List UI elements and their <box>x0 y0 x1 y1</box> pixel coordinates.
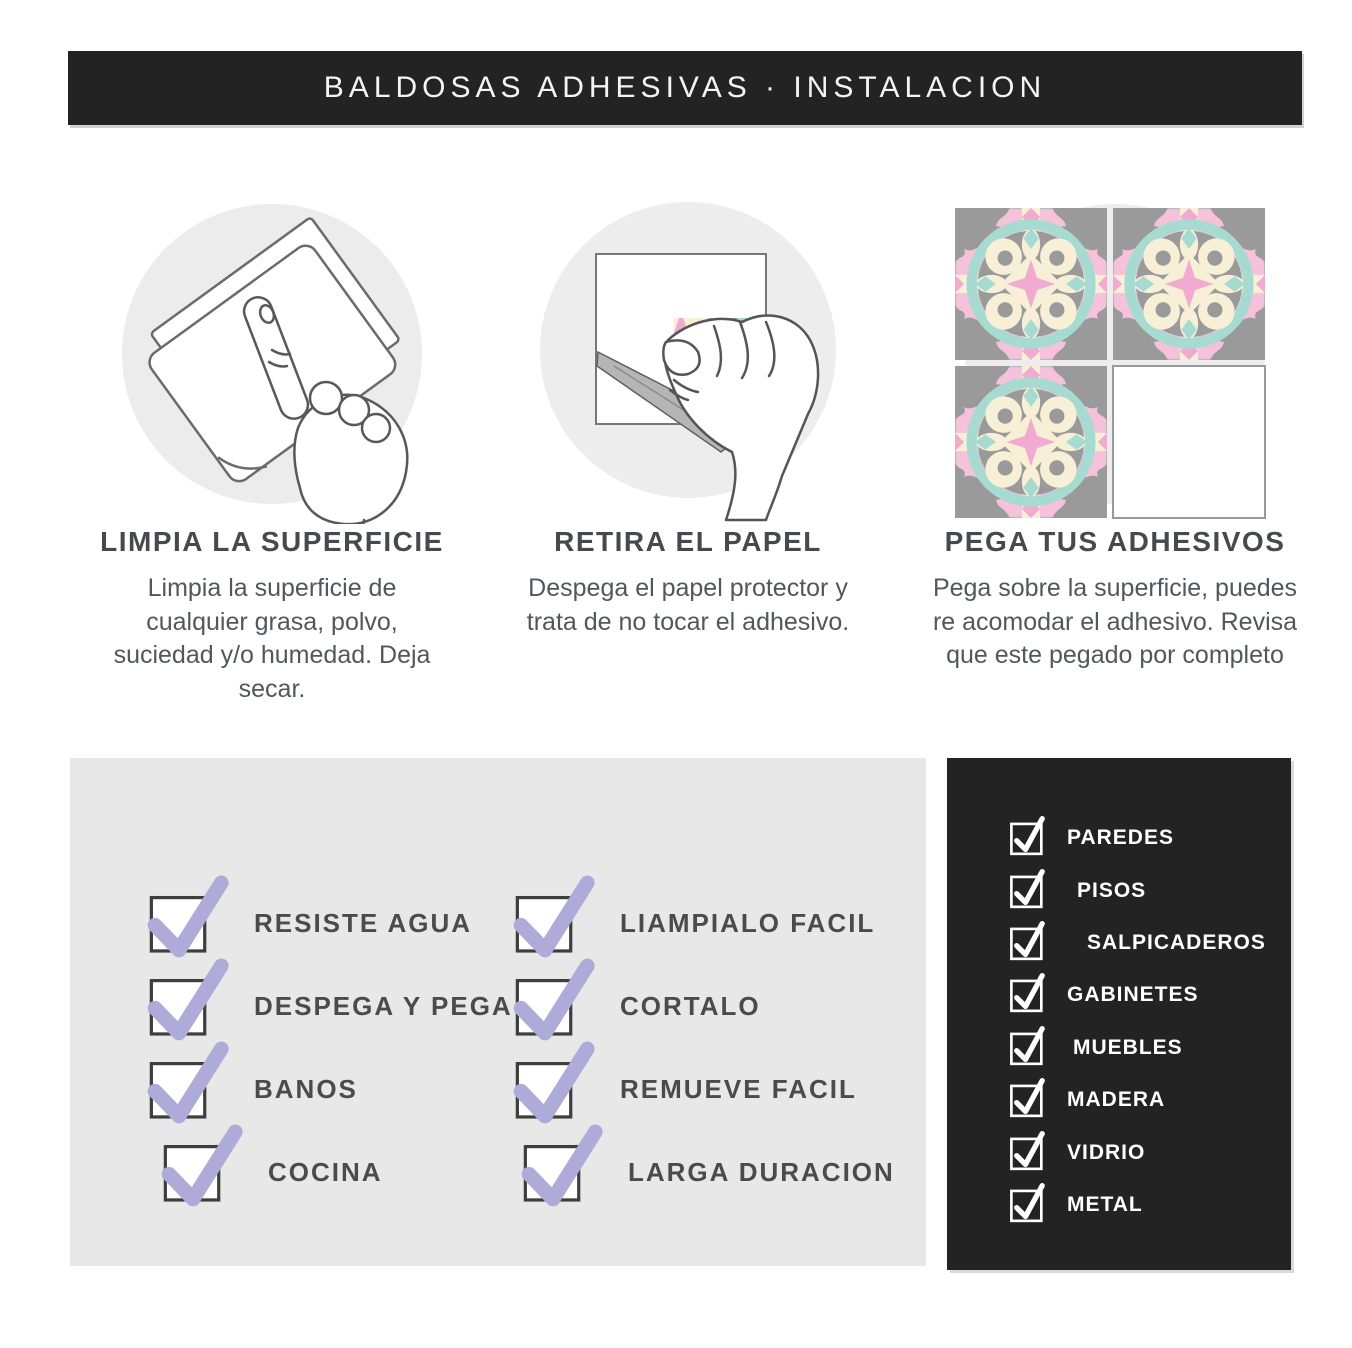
feature-label: REMUEVE FACIL <box>620 1074 857 1104</box>
surface-label: METAL <box>1067 1192 1143 1216</box>
feature-item-despega-y-pega <box>144 957 513 1040</box>
title-banner <box>68 51 1302 125</box>
checkbox-checked-icon[interactable] <box>1007 1183 1051 1227</box>
feature-label: DESPEGA Y PEGA <box>254 991 513 1021</box>
step-description: Despega el papel protector y trata de no tocar el adhesivo. <box>526 574 850 636</box>
surface-item-madera <box>1007 1074 1266 1126</box>
features-column-right <box>510 874 895 1206</box>
page-title: BALDOSAS ADHESIVAS · INSTALACION <box>323 71 1047 104</box>
surfaces-list <box>1007 812 1266 1231</box>
surface-label: GABINETES <box>1067 983 1199 1007</box>
surface-label: MUEBLES <box>1073 1035 1183 1059</box>
feature-label: BANOS <box>254 1074 358 1104</box>
step-remove-paper <box>493 190 883 639</box>
surface-label: VIDRIO <box>1067 1140 1146 1164</box>
feature-item-cocina <box>158 1123 513 1206</box>
feature-item-cortalo <box>510 957 895 1040</box>
features-panel <box>70 758 926 1266</box>
surface-item-gabinetes <box>1007 969 1266 1021</box>
surface-item-metal <box>1007 1179 1266 1231</box>
checkbox-checked-icon[interactable] <box>1007 1131 1051 1175</box>
feature-label: COCINA <box>268 1157 383 1187</box>
surfaces-panel <box>947 758 1291 1270</box>
surface-label: PAREDES <box>1067 826 1174 850</box>
checkbox-checked-icon[interactable] <box>144 953 236 1045</box>
surface-label: MADERA <box>1067 1088 1166 1112</box>
features-column-left <box>144 874 513 1206</box>
step-stick-adhesives <box>920 190 1310 673</box>
checkbox-checked-icon[interactable] <box>510 953 602 1045</box>
surface-item-vidrio <box>1007 1126 1266 1178</box>
feature-item-banos <box>144 1040 513 1123</box>
feature-item-resiste-agua <box>144 874 513 957</box>
surface-label: SALPICADEROS <box>1087 930 1266 954</box>
surface-label: PISOS <box>1077 878 1147 902</box>
feature-label: RESISTE AGUA <box>254 908 473 938</box>
surface-item-pisos <box>1007 864 1266 916</box>
checkbox-checked-icon[interactable] <box>510 1036 602 1128</box>
step-description: Pega sobre la superficie, puedes re acomodar el adhesivo. Revisa que este pegado por completo <box>932 574 1298 669</box>
hand-peeling-backing-paper-icon <box>518 190 858 524</box>
surface-item-salpicaderos <box>1007 917 1266 969</box>
step-title: PEGA TUS ADHESIVOS <box>944 526 1286 557</box>
feature-item-limpialo-facil <box>510 874 895 957</box>
tile-grid-icon <box>945 190 1285 524</box>
hand-wiping-surface-icon <box>102 190 442 524</box>
feature-label: CORTALO <box>620 991 761 1021</box>
checkbox-checked-icon[interactable] <box>1007 869 1051 913</box>
step-clean-surface <box>77 190 467 706</box>
checkbox-checked-icon[interactable] <box>1007 816 1051 860</box>
checkbox-checked-icon[interactable] <box>1007 1026 1051 1070</box>
step-title: RETIRA EL PAPEL <box>554 526 822 557</box>
feature-item-larga-duracion <box>518 1123 895 1206</box>
checkbox-checked-icon[interactable] <box>144 870 236 962</box>
checkbox-checked-icon[interactable] <box>1007 1078 1051 1122</box>
checkbox-checked-icon[interactable] <box>1007 973 1051 1017</box>
checkbox-checked-icon[interactable] <box>158 1119 250 1211</box>
checkbox-checked-icon[interactable] <box>510 870 602 962</box>
feature-label: LIAMPIALO FACIL <box>620 908 876 938</box>
feature-label: LARGA DURACION <box>628 1157 895 1187</box>
surface-item-muebles <box>1007 1022 1266 1074</box>
checkbox-checked-icon[interactable] <box>144 1036 236 1128</box>
feature-item-remueve-facil <box>510 1040 895 1123</box>
step-title: LIMPIA LA SUPERFICIE <box>100 526 444 557</box>
checkbox-checked-icon[interactable] <box>1007 921 1051 965</box>
step-description: Limpia la superficie de cualquier grasa, polvo, suciedad y/o humedad. Deja secar. <box>113 574 431 703</box>
checkbox-checked-icon[interactable] <box>518 1119 610 1211</box>
surface-item-paredes <box>1007 812 1266 864</box>
